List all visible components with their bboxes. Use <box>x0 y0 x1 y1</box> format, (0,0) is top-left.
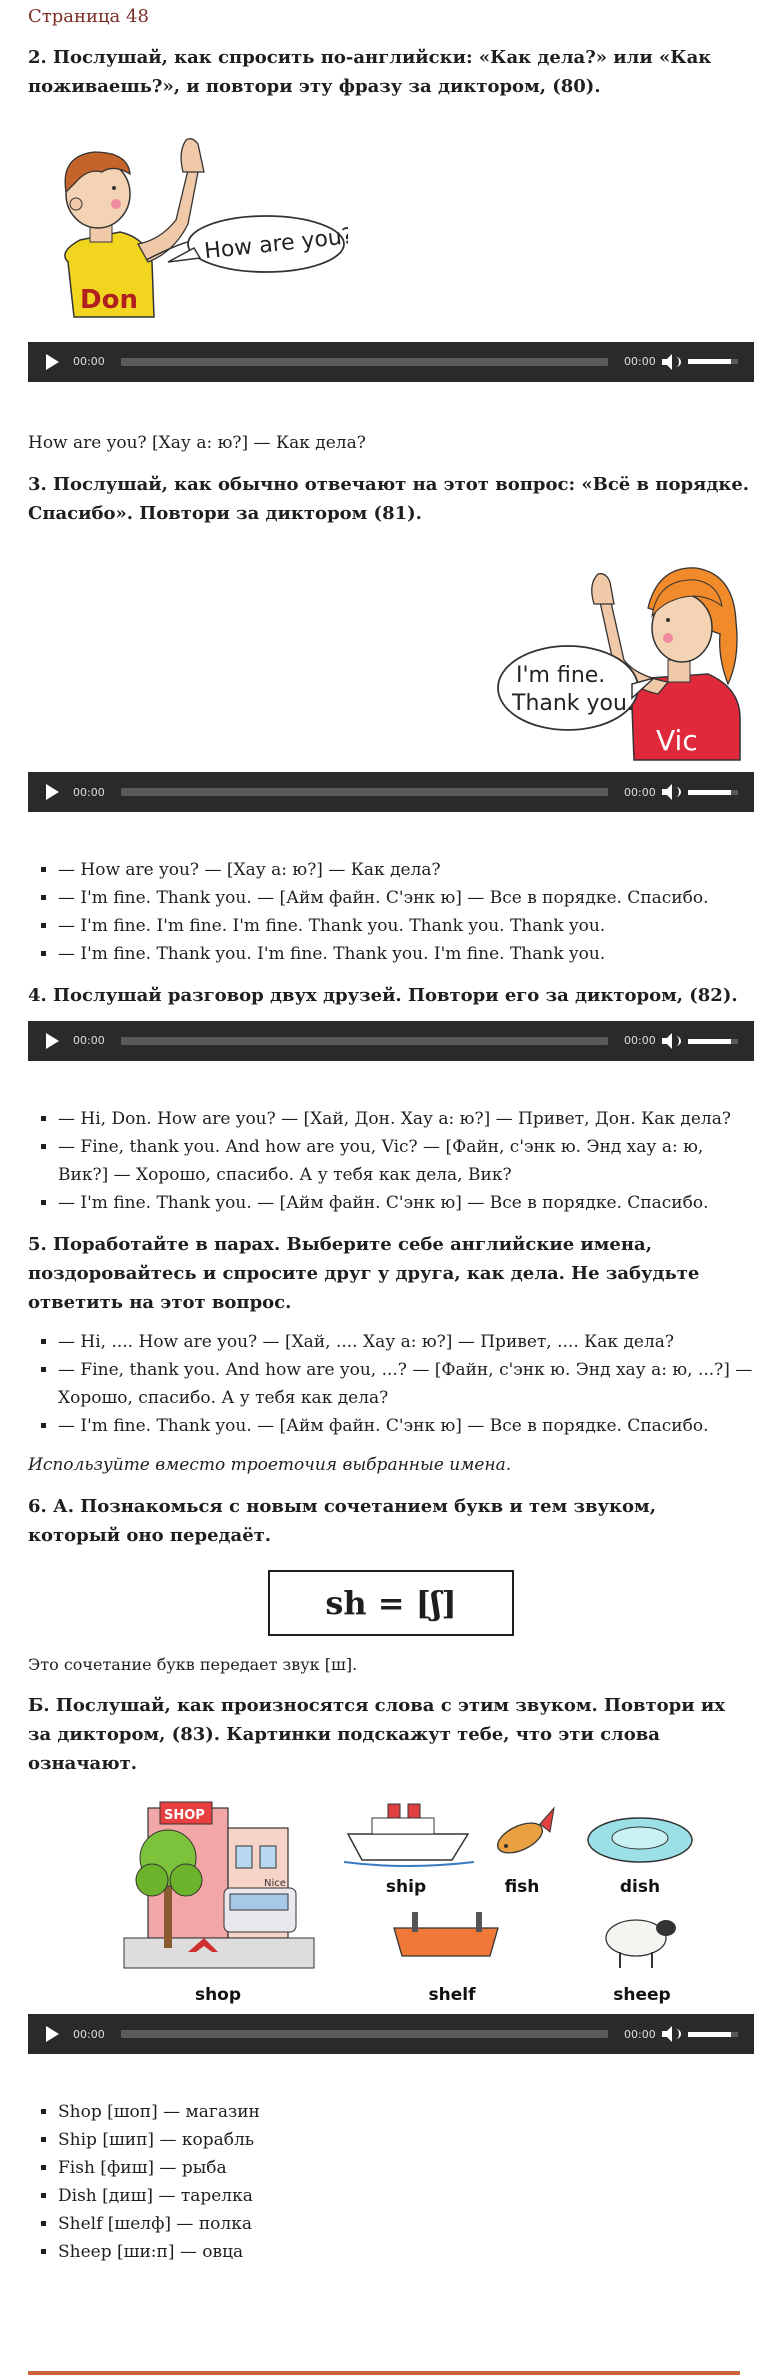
audio-player-81[interactable] <box>28 772 754 812</box>
sh-words-illustration <box>28 1788 754 2010</box>
volume-icon[interactable] <box>662 1033 680 1049</box>
progress-bar[interactable] <box>121 358 608 366</box>
progress-bar[interactable] <box>121 2030 608 2038</box>
duration-time: 00:00 <box>624 785 656 799</box>
list-item: ▪ — Hi, .... How are you? — [Хай, .... Хау а: ю?] — Привет, .... Как дела? <box>58 1328 754 1356</box>
list-item: ▪ Fish [фиш] — рыба <box>58 2154 754 2182</box>
task4-list <box>28 1105 754 1217</box>
task6b-list <box>28 2098 754 2266</box>
list-item: ▪ — I'm fine. Thank you. — [Айм файн. С'энк ю] — Все в порядке. Спасибо. <box>58 884 754 912</box>
volume-slider[interactable] <box>688 1039 738 1044</box>
ship-picture <box>344 1804 474 1866</box>
progress-bar[interactable] <box>121 1037 608 1045</box>
list-item: ▪ — Hi, Don. How are you? — [Хай, Дон. Хау а: ю?] — Привет, Дон. Как дела? <box>58 1105 754 1133</box>
vic-shirt-text: Vic <box>656 724 698 758</box>
list-item: ▪ — Fine, thank you. And how are you, Vic? — [Файн, с'энк ю. Энд хау а: ю, Вик?] — Хорошо, спасибо. А у тебя как дела, Вик? <box>58 1133 754 1189</box>
don-illustration <box>28 112 754 334</box>
list-item: ▪ — Fine, thank you. And how are you, ...? — [Файн, с'энк ю. Энд хау а: ю, ...?] — Хорошо, спасибо. А у тебя как дела? <box>58 1356 754 1412</box>
label-dish: dish <box>619 1877 661 1898</box>
vic-speech-line1: I'm fine. <box>516 663 606 689</box>
audio-player-83[interactable] <box>28 2014 754 2054</box>
shelf-picture <box>394 1912 498 1956</box>
list-item: ▪ — I'm fine. Thank you. — [Айм файн. С'энк ю] — Все в порядке. Спасибо. <box>58 1412 754 1440</box>
list-item: ▪ Shop [шоп] — магазин <box>58 2098 754 2126</box>
shop-sign-text: SHOP <box>164 1808 205 1824</box>
task6a-heading: 6. А. Познакомься с новым сочетанием букв и тем звуком, который оно передаёт. <box>28 1495 656 1546</box>
task3-list <box>28 856 754 968</box>
label-shelf: shelf <box>428 1985 476 2006</box>
current-time: 00:00 <box>73 785 105 799</box>
current-time: 00:00 <box>73 354 105 368</box>
audio-player-80[interactable] <box>28 342 754 382</box>
duration-time: 00:00 <box>624 1034 656 1048</box>
article-content <box>0 2 782 2266</box>
task6b-heading: Б. Послушай, как произносятся слова с этим звуком. Повтори их за диктором, (83). Картинки подскажут тебе, что эти слова означают. <box>28 1694 725 1774</box>
audio-player-82[interactable] <box>28 1021 754 1061</box>
sh-words-picture <box>28 1788 754 2010</box>
list-item: ▪ Dish [диш] — тарелка <box>58 2182 754 2210</box>
list-item: ▪ — I'm fine. Thank you. — [Айм файн. С'энк ю] — Все в порядке. Спасибо. <box>58 1189 754 1217</box>
don-speech-text: How are you? <box>203 223 348 264</box>
current-time: 00:00 <box>73 1034 105 1048</box>
task5-note: Используйте вместо троеточия выбранные имена. <box>28 1454 512 1475</box>
fish-picture <box>493 1808 554 1859</box>
volume-slider[interactable] <box>688 2032 738 2037</box>
label-sheep: sheep <box>613 1985 671 2006</box>
play-icon[interactable] <box>46 1033 59 1049</box>
bottom-divider <box>28 2371 740 2375</box>
bus-sign-text: Nice <box>264 1878 286 1890</box>
shop-picture <box>124 1802 314 1968</box>
volume-icon[interactable] <box>662 784 680 800</box>
duration-time: 00:00 <box>624 2027 656 2041</box>
volume-slider[interactable] <box>688 359 738 364</box>
vic-picture <box>28 538 754 768</box>
task2-caption: How are you? [Хау а: ю?] — Как дела? <box>28 432 366 453</box>
volume-icon[interactable] <box>662 354 680 370</box>
task5-list <box>28 1328 754 1440</box>
list-item: ▪ — I'm fine. Thank you. I'm fine. Thank you. I'm fine. Thank you. <box>58 940 754 968</box>
task5-heading: 5. Поработайте в парах. Выберите себе английские имена, поздоровайтесь и спросите друг у друга, как дела. Не забудьте ответить на этот вопрос. <box>28 1234 700 1313</box>
sh-formula-box: sh = [ʃ] <box>268 1570 514 1636</box>
list-item: ▪ Sheep [ши:п] — овца <box>58 2238 754 2266</box>
play-icon[interactable] <box>46 2026 59 2042</box>
page-title-link[interactable]: Страница 48 <box>28 6 149 27</box>
vic-illustration <box>28 538 754 768</box>
list-item: ▪ — How are you? — [Хау а: ю?] — Как дела? <box>58 856 754 884</box>
sheep-picture <box>606 1920 676 1968</box>
vic-speech-line2: Thank you. <box>512 691 634 717</box>
play-icon[interactable] <box>46 354 59 370</box>
label-shop: shop <box>194 1985 242 2006</box>
task3-heading: 3. Послушай, как обычно отвечают на этот вопрос: «Всё в порядке. Спасибо». Повтори за диктором (81). <box>28 473 750 524</box>
volume-icon[interactable] <box>662 2026 680 2042</box>
current-time: 00:00 <box>73 2027 105 2041</box>
don-picture <box>28 112 348 334</box>
dish-picture <box>588 1818 692 1862</box>
play-icon[interactable] <box>46 784 59 800</box>
list-item: ▪ Ship [шип] — корабль <box>58 2126 754 2154</box>
task2-heading: 2. Послушай, как спросить по-английски: «Как дела?» или «Как поживаешь?», и повтори эту фразу за диктором, (80). <box>28 47 712 97</box>
task4-heading: 4. Послушай разговор двух друзей. Повтори его за диктором, (82). <box>28 985 738 1007</box>
volume-slider[interactable] <box>688 790 738 795</box>
label-ship: ship <box>385 1877 427 1898</box>
task6a-caption: Это сочетание букв передает звук [ш]. <box>28 1655 358 1675</box>
list-item: ▪ — I'm fine. I'm fine. I'm fine. Thank you. Thank you. Thank you. <box>58 912 754 940</box>
duration-time: 00:00 <box>624 354 656 368</box>
don-shirt-text: Don <box>80 284 138 315</box>
progress-bar[interactable] <box>121 788 608 796</box>
list-item: ▪ Shelf [шелф] — полка <box>58 2210 754 2238</box>
label-fish: fish <box>504 1877 540 1898</box>
